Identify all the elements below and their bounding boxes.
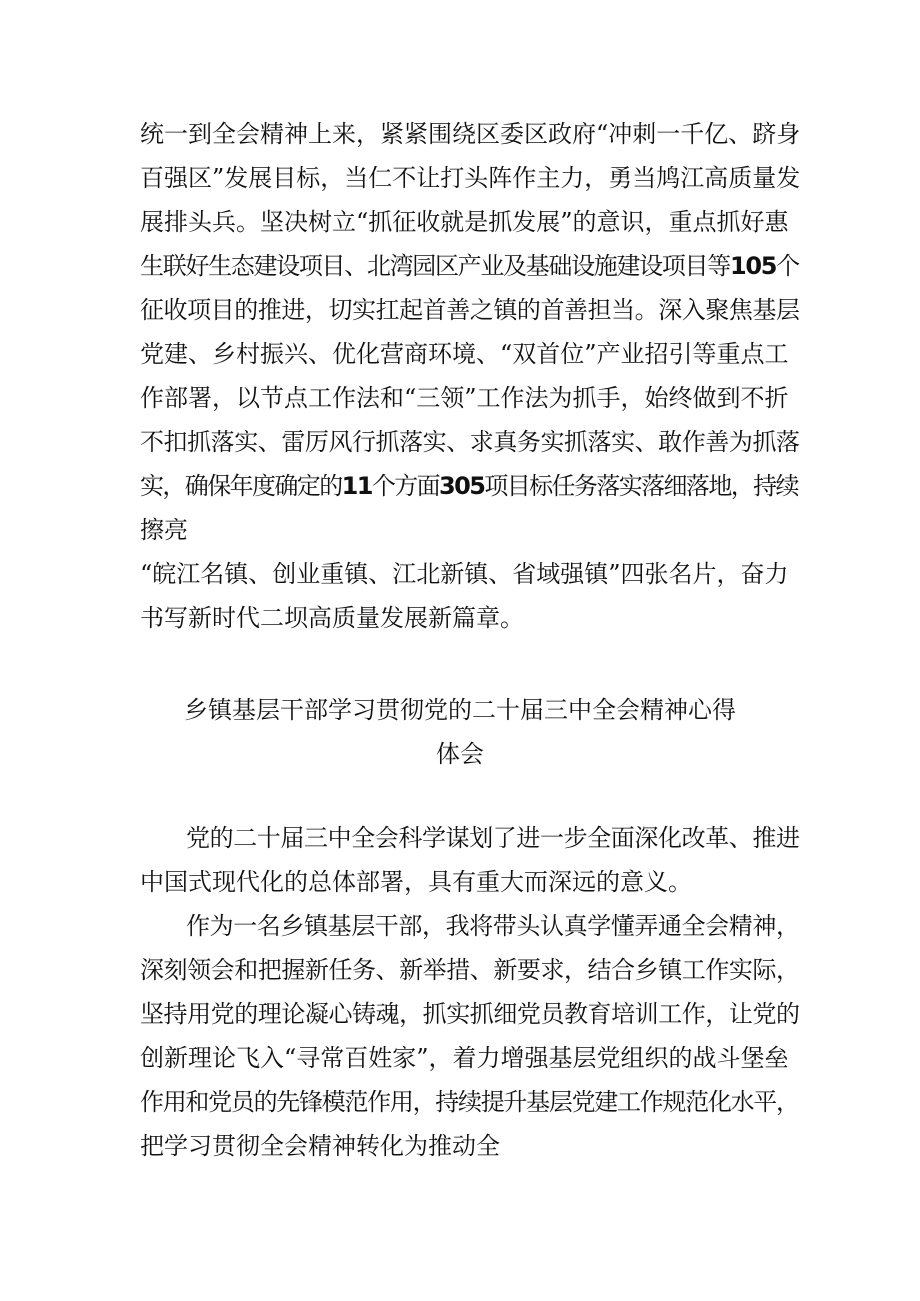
paragraph-line: 擦亮 xyxy=(140,516,188,544)
paragraph-line: 创新理论飞入“寻常百姓家”，着力增强基层党组织的战斗堡垒 xyxy=(140,1044,789,1072)
paragraph-line: “皖江名镇、创业重镇、江北新镇、省域强镇”四张名片，奋力 xyxy=(140,560,789,588)
paragraph-line: 生联好生态建设项目、北湾园区产业及基础设施建设项目等105个 xyxy=(140,252,799,280)
paragraph-line: 党建、乡村振兴、优化营商环境、“双首位”产业招引等重点工 xyxy=(140,340,789,368)
number-text: 11 xyxy=(341,472,372,500)
paragraph-line: 深刻领会和把握新任务、新举措、新要求，结合乡镇工作实际， xyxy=(140,956,800,984)
paragraph-line: 中国式现代化的总体部署，具有重大而深远的意义。 xyxy=(140,868,692,896)
section-title-line1: 乡镇基层干部学习贯彻党的二十届三中全会精神心得 xyxy=(184,696,736,724)
paragraph-line: 书写新时代二坝高质量发展新篇章。 xyxy=(140,604,524,632)
number-text: 105 xyxy=(729,252,777,280)
paragraph-line: 作用和党员的先锋模范作用，持续提升基层党建工作规范化水平， xyxy=(140,1088,799,1116)
paragraph-line: 不扣抓落实、雷厉风行抓落实、求真务实抓落实、敢作善为抓落 xyxy=(140,428,800,456)
paragraph-line: 展排头兵。坚决树立“抓征收就是抓发展”的意识，重点抓好惠 xyxy=(140,208,789,236)
paragraph-line: 统一到全会精神上来，紧紧围绕区委区政府“冲刺一千亿、跻身 xyxy=(140,120,801,148)
paragraph-line: 作部署，以节点工作法和“三领”工作法为抓手，始终做到不折 xyxy=(140,384,789,412)
paragraph-line: 百强区”发展目标，当仁不让打头阵作主力，勇当鸠江高质量发 xyxy=(140,164,801,192)
paragraph-line: 把学习贯彻全会精神转化为推动全 xyxy=(140,1132,500,1160)
number-text: 305 xyxy=(439,472,485,500)
paragraph-line: 坚持用党的理论凝心铸魂，抓实抓细党员教育培训工作，让党的 xyxy=(140,1000,800,1028)
paragraph-line: 征收项目的推进，切实扛起首善之镇的首善担当。深入聚焦基层 xyxy=(140,296,800,324)
paragraph-line: 党的二十届三中全会科学谋划了进一步全面深化改革、推进 xyxy=(186,824,800,852)
section-title-line2: 体会 xyxy=(436,740,484,768)
paragraph-line: 实，确保年度确定的11个方面305项目标任务落实落细落地，持续 xyxy=(140,472,798,500)
paragraph-line: 作为一名乡镇基层干部，我将带头认真学懂弄通全会精神， xyxy=(186,912,800,940)
